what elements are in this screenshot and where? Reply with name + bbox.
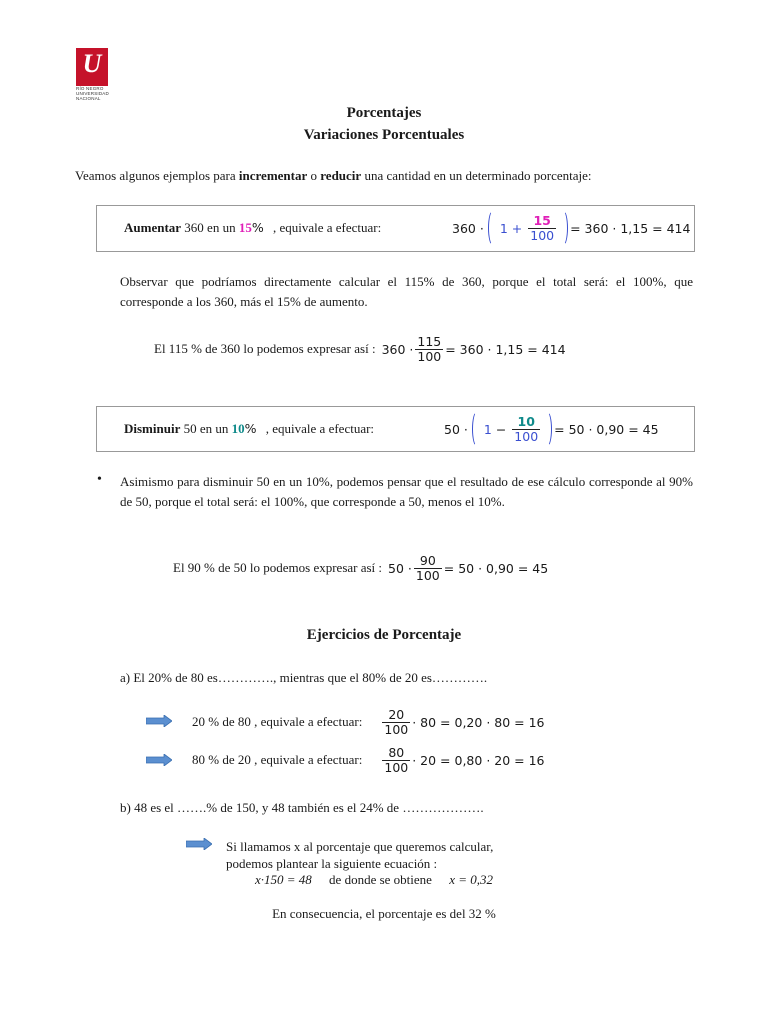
box1-den: 100 [530,227,555,243]
ex-a-line2-result: · 20 = 0,80 · 20 = 16 [412,752,545,768]
exercise-a-question: a) El 20% de 80 es…………., mientras que el 80% de 20 es…………. [120,670,488,685]
equation-mid: de donde se obtiene [329,872,432,887]
ex-a-line1-num: 20 [382,708,410,723]
expr1-label: El 115 % de 360 lo podemos expresar así : [154,341,376,356]
exercise-b-line-1: Si llamamos x al porcentaje que queremos calcular, [226,839,494,854]
intro-before: Veamos algunos ejemplos para [75,168,239,183]
observation-2: Asimismo para disminuir 50 en un 10%, podemos pensar que el resultado de ese cálculo corresponde al 90% de 50, porque el total será: el 100%, que corresponde a 50, menos el 10%. [120,474,693,509]
observation-1: Observar que podríamos directamente calcular el 115% de 360, porque el total será: el 100%, que corresponde a los 360, más el 15% de aumento. [120,274,693,309]
intro-bold-1: incrementar [238,168,308,183]
exercise-b-equation [255,872,493,888]
equation-right: x = 0,32 [449,872,493,887]
box1-num: 15 [528,214,556,229]
exercises-title: Ejercicios de Porcentaje [306,627,462,643]
box1-result: = 360 · 1,15 = 414 [570,220,691,236]
ex-a-line1-fraction [382,708,410,737]
exercise-b-question: b) 48 es el …….% de 150, y 48 también es el 24% de ………………. [120,800,484,815]
box2-text2: , equivale a efectuar: [265,421,375,436]
expr2-den: 100 [415,567,440,583]
expr1-result: = 360 · 1,15 = 414 [445,341,566,357]
box2-num: 10 [512,415,540,430]
page-subtitle: Variaciones Porcentuales [303,127,465,143]
logo-letter: U [82,49,102,78]
box1-text2: , equivale a efectuar: [272,220,382,235]
university-logo [76,48,108,86]
page-title: Porcentajes [346,105,422,121]
box1-op: + [511,220,523,236]
box2-op: − [495,421,507,437]
ex-a-line2-num: 80 [382,746,410,761]
ex-a-line2-fraction [382,746,410,775]
expr1-fraction [415,335,443,364]
box2-formula [444,410,659,448]
expression-2 [173,550,548,586]
box2-one: 1 [483,421,492,437]
box2-percent: 10 [231,421,245,436]
box1-pct-sign: % [251,220,264,235]
expr2-fraction [414,554,442,583]
bullet: • [97,472,102,487]
equation-left: x·150 = 48 [255,872,312,887]
box2-den: 100 [514,428,539,444]
box2-base: 50 · [444,421,468,437]
box1-text1: 360 en un [181,220,239,235]
logo-line-1: RÍO NEGRO [76,86,104,91]
expr2-num: 90 [414,554,442,569]
box2-fraction [512,415,540,444]
box1-verb: Aumentar [124,220,182,235]
left-paren [488,210,498,246]
intro-text [75,168,591,184]
box2-text1: 50 en un [180,421,232,436]
box2-text [124,421,374,437]
expr2-result: = 50 · 0,90 = 45 [443,560,549,576]
arrow-icon [186,838,212,850]
intro-mid: o [307,168,321,183]
box2-pct-sign: % [244,421,257,436]
expr2-label: El 90 % de 50 lo podemos expresar así : [173,560,383,575]
ex-a-line2-den: 100 [384,759,409,775]
box1-fraction [528,214,556,243]
intro-after: una cantidad en un determinado porcentaje: [361,168,592,183]
box2-verb: Disminuir [124,421,181,436]
right-paren [558,210,568,246]
expression-1 [154,331,566,367]
expr1-den: 100 [417,348,442,364]
ex-a-line2-label: 80 % de 20 , equivale a efectuar: [192,752,363,767]
right-paren [542,411,552,447]
expr2-base: 50 · [388,560,412,576]
box2-result: = 50 · 0,90 = 45 [554,421,659,437]
exercise-a-line-1 [192,704,545,740]
exercise-b-conclusion: En consecuencia, el porcentaje es del 32 % [272,906,496,921]
arrow-icon [146,754,172,766]
box1-base: 360 · [452,220,484,236]
box1-one: 1 [499,220,508,236]
box1-formula [452,209,690,247]
expr1-num: 115 [417,333,442,349]
ex-a-line1-result: · 80 = 0,20 · 80 = 16 [412,714,545,730]
ex-a-line1-label: 20 % de 80 , equivale a efectuar: [192,714,363,729]
expr1-base: 360 · [381,341,414,357]
logo-line-3: NACIONAL [76,96,101,101]
left-paren [472,411,482,447]
arrow-icon [146,715,172,727]
intro-bold-2: reducir [320,168,362,183]
logo-line-2: UNIVERSIDAD [76,91,109,96]
exercise-b-line-2: podemos plantear la siguiente ecuación : [226,856,438,871]
box1-percent: 15 [238,220,252,235]
ex-a-line1-den: 100 [384,721,409,737]
exercise-a-line-2 [192,742,545,778]
box1-text [124,220,381,236]
